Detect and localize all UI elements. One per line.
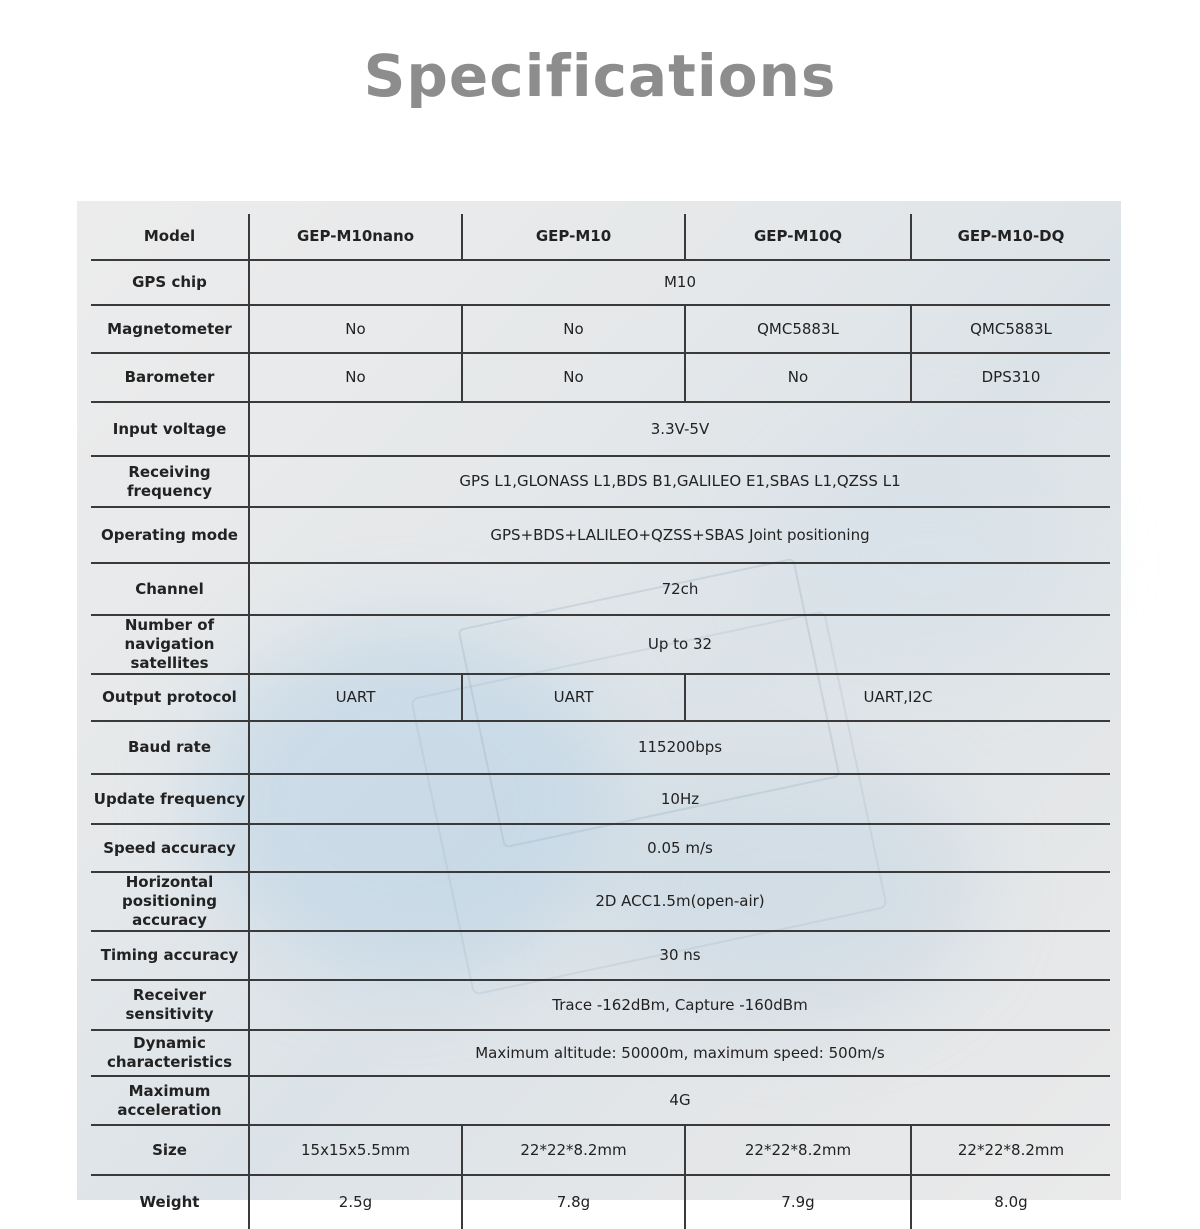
table-row-model [91,214,1110,260]
page-title: Specifications [363,42,837,110]
model-header-cell: GEP-M10 [462,214,685,260]
row-label: Update frequency [91,774,249,824]
row-label: Size [91,1125,249,1175]
value-cell: No [249,305,462,353]
row-label: Weight [91,1175,249,1229]
row-label: Barometer [91,353,249,402]
value-cell: DPS310 [911,353,1110,402]
table-row-barometer [91,353,1110,402]
row-label-line: navigation satellites [124,635,215,672]
model-header-cell: GEP-M10Q [685,214,911,260]
value-cell: 22*22*8.2mm [685,1125,911,1175]
row-label: Operating mode [91,507,249,563]
value-cell: No [249,353,462,402]
row-label-line: positioning accuracy [122,892,217,929]
row-label: Timing accuracy [91,931,249,980]
row-label-line: Maximum [128,1081,211,1100]
value-cell: 7.9g [685,1175,911,1229]
table-row-navigation-satellites [91,615,1110,674]
row-label: Magnetometer [91,305,249,353]
value-cell: 2D ACC1.5m(open-air) [249,872,1110,931]
table-row-maximum-acceleration [91,1076,1110,1125]
value-cell: 3.3V-5V [249,402,1110,456]
table-row-channel [91,563,1110,615]
table-row-update-frequency [91,774,1110,824]
table-row-dynamic-characteristics [91,1030,1110,1076]
value-cell: 72ch [249,563,1110,615]
row-label: Channel [91,563,249,615]
row-label: Input voltage [91,402,249,456]
model-header-cell: GEP-M10nano [249,214,462,260]
value-cell: 15x15x5.5mm [249,1125,462,1175]
table-row-size [91,1125,1110,1175]
value-cell: 22*22*8.2mm [462,1125,685,1175]
row-label [91,1076,249,1125]
value-cell: 2.5g [249,1175,462,1229]
row-label-line: characteristics [106,1053,233,1071]
value-cell: 22*22*8.2mm [911,1125,1110,1175]
value-cell: QMC5883L [911,305,1110,353]
table-row-weight [91,1175,1110,1229]
table-row-output-protocol [91,674,1110,721]
value-cell: 8.0g [994,1193,1028,1211]
value-cell: 0.05 m/s [249,824,1110,872]
value-cell: UART,I2C [685,674,1110,721]
row-label: Baud rate [91,721,249,774]
model-header-cell: GEP-M10-DQ [911,214,1110,260]
row-label [91,615,249,674]
table-row-operating-mode [91,507,1110,563]
row-label [91,1030,249,1076]
row-label-line: Number of [124,616,215,634]
value-cell: Maximum altitude: 50000m, maximum speed: 500m/s [249,1030,1110,1076]
spec-panel [77,201,1121,1211]
table-row-timing-accuracy [91,931,1110,980]
row-label: Receiving frequency [91,456,249,507]
value-cell: Trace -162dBm, Capture -160dBm [249,980,1110,1030]
value-cell: No [462,353,685,402]
row-label: Receiver sensitivity [91,980,249,1030]
value-cell: UART [462,674,685,721]
row-label: Model [91,214,249,260]
table-row-receiver-sensitivity [91,980,1110,1030]
value-cell: 7.8g [462,1175,685,1229]
value-cell: No [462,305,685,353]
row-label: GPS chip [91,260,249,305]
value-cell: 4G [249,1076,1110,1125]
value-cell: QMC5883L [685,305,911,353]
value-cell: GPS+BDS+LALILEO+QZSS+SBAS Joint positioning [249,507,1110,563]
table-row-speed-accuracy [91,824,1110,872]
value-cell: UART [249,674,462,721]
row-label: Speed accuracy [91,824,249,872]
row-label: Output protocol [91,674,249,721]
value-cell: No [685,353,911,402]
value-cell: M10 [249,260,1110,305]
table-row-baud-rate [91,721,1110,774]
value-cell: 30 ns [249,931,1110,980]
value-cell: Up to 32 [249,615,1110,674]
table-row-receiving-frequency [91,456,1110,507]
row-label-line: Horizontal [125,873,214,891]
table-row-horizontal-accuracy [91,872,1110,931]
row-label [91,872,249,931]
table-row-magnetometer [91,305,1110,353]
table-row-input-voltage [91,402,1110,456]
value-cell: 10Hz [249,774,1110,824]
value-cell: GPS L1,GLONASS L1,BDS B1,GALILEO E1,SBAS L1,QZSS L1 [249,456,1110,507]
table-row-gps-chip [91,260,1110,305]
value-cell: 115200bps [249,721,1110,774]
row-label-line: Dynamic [133,1034,206,1052]
spec-table [91,214,1110,1229]
row-label-line: acceleration [117,1100,222,1119]
